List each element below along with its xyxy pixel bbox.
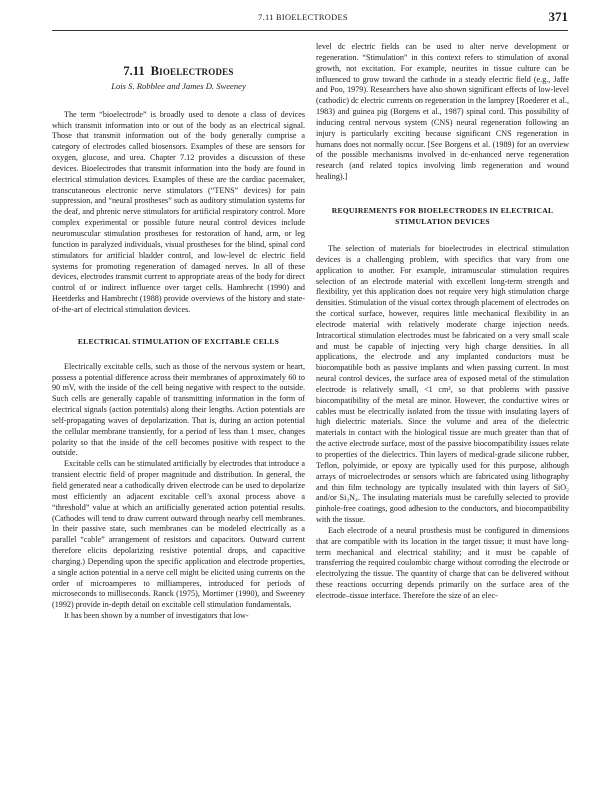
paragraph-material-selection: The selection of materials for bioelectrodes in electrical stimulation devices is a challenging problem, with specifics that vary from one application to another. For example, intramuscular stimulation requires selection of an electrode material with excellent long-term strength and flexibility, yet this application does not require very high stimulation charge densities. Stimulation of the visual cortex through placement of electrodes on the cortical surface, however, requires little mechanical flexibility in an electrode material with relatively moderate charge injection needs. Intracortical stimulation electrodes must be fabricated on a very small scale and must be capable of injecting very high charge densities. In all applications, the electrode and any implanted conductors must be biocompatible both as passive implants and when passing current. In most neural control devices, the surface area of exposed metal of the stimulation electrode is relatively small, <1 cm², so that problems with passive biocompatibility of the metal are minor. However, the conductive wires or cables must be electrically isolated from the tissue with insulating layers of high dielectric materials. Since the volume and area of the dielectric materials in contact with the biological tissue are much greater than that of the active electrode surface, most of the passive biocompatibility issues relate to properties of the dielectrics. Thin layers of medical-grade silicone rubber, Teflon, polyimide, or epoxy are typically used for this purpose, although arrays of microelectrodes or sensors which are fabricated using lithography and thin film technology are typically insulated with thin layers of SiO₂ and/or Si₃N₄. The insulating materials must be carefully selected to provide pinhole-free coatings, good adhesion to the conductors, and biocompatibility with the tissue.	[316, 243, 569, 525]
paragraph-continuation: level dc electric fields can be used to alter nerve development or regeneration. “Stimulation” in this context refers to stimulation of axonal growth, not excitation. For example, neurites in tissue culture can be influenced to grow toward the cathode in a steady electric field (e.g., Jaffe and Poo, 1979). Researchers have also shown significant effects of low-level (cathodic) dc electric currents on regeneration in the lamprey [Roederer et al., 1983) and guinea pig (Borgens et al., 1987) spinal cord. This possibility of inducing central nervous system (CNS) neural regeneration following an injury is particularly exciting because significant CNS regeneration in humans does not normally occur. [See Borgens et al. (1989) for an overview of the possible mechanisms involved in dc-enhanced nerve regeneration research (and related topics involving limb regeneration and wound healing).]	[316, 42, 569, 182]
subhead-requirements: REQUIREMENTS FOR BIOELECTRODES IN ELECTRICAL STIMULATION DEVICES	[331, 205, 554, 226]
right-column	[316, 42, 569, 794]
running-head-title: 7.11 BIOELECTRODES	[258, 13, 348, 22]
section-name: Bioelectrodes	[150, 64, 234, 78]
intro-paragraph: The term “bioelectrode” is broadly used to denote a class of devices which transmit information into or out of the body as an electrical signal. Those that transmit information out of the body generally comprise a category of electrodes called biosensors. Examples of these are sensors for oxygen, glucose, and urea. Chapter 7.12 provides a discussion of these devices. Bioelectrodes that transmit information into the body are found in electrical stimulation devices. Examples of these are the cardiac pacemaker, transcutaneous electronic nerve stimulators (“TENS” devices) for pain suppression, and “neural prostheses” such as auditory stimulation systems for the deaf, and phrenic nerve stimulators for artificial respiratory control. More complex experimental or possible future neural control devices include neuromuscular stimulation prostheses for restoration of hand, arm, or leg function in paralyzed individuals, visual prostheses for the blind, spinal cord stimulators for artificial bladder control, and low-level dc electric field systems for promoting regeneration of damaged nerves. In all of these devices, electrodes transmit current to appropriate areas of the body for direct control of or indirect influence over target cells. Hambrecht (1990) and Heetderks and Hambrecht (1988) provide overviews of the history and state-of-the-art of electrical stimulation devices.	[52, 109, 305, 314]
section-authors: Lois S. Robblee and James D. Sweeney	[111, 80, 246, 91]
paragraph-electrode-configuration: Each electrode of a neural prosthesis must be configured in dimensions that are compatible with its location in the target tissue; it must have long-term mechanical and electrical stability; and it must be capable of transferring the required coulombic charge without corroding the electrode or electrolyzing the tissue. The quantity of charge that can be delivered without these reactions occurring depends primarily on the surface area of the electrode–tissue interface. Therefore the size of an elec-	[316, 525, 569, 600]
paragraph-excitable-cells: Electrically excitable cells, such as those of the nervous system or heart, possess a potential difference across their membranes of approximately 60 to 90 mV, with the inside of the cell being negative with respect to the outside. Such cells are generally capable of transmitting information in the form of electrical signals (action potentials) along their lengths. Action potentials are self-propagating waves of depolarization. That is, during an action potential the cellular membrane transiently, for a period of less than 1 msec, changes polarity so that the inside of the cell becomes positive with respect to the outside.	[52, 361, 305, 458]
header-rule	[52, 30, 568, 31]
subhead-electrical-stimulation: ELECTRICAL STIMULATION OF EXCITABLE CELLS	[77, 336, 280, 346]
section-title	[52, 66, 305, 77]
running-head	[0, 10, 606, 30]
paragraph-stimulation-fields: Excitable cells can be stimulated artificially by electrodes that introduce a transient electric field of proper magnitude and distribution. In general, the field generated near a cathodically driven electrode can be used to depolarize most efficiently an adjacent excitable cell’s axonal process above a “threshold” value at which an artificially generated action potential results. (Cathodes will tend to draw current outward through nearby cell membranes. In their passive state, such membranes can be modeled electrically as a parallel “cable” arrangement of resistors and capacitors. Outward current therefore elicits depolarizing resistive potential drops, and capacitive charging.) Depending upon the specific application and electrode properties, a single action potential in a nerve cell might be elicited using currents on the order of microamperes to milliamperes, introduced for periods of microseconds to milliseconds. Ranck (1975), Mortimer (1990), and Sweeney (1992) provide in-depth detail on excitable cell stimulation fundamentals.	[52, 459, 305, 610]
paragraph-low-level-dc: It has been shown by a number of investigators that low-	[64, 611, 249, 621]
page-number: 371	[548, 9, 568, 24]
left-column	[52, 42, 305, 794]
section-number: 7.11	[123, 64, 145, 78]
